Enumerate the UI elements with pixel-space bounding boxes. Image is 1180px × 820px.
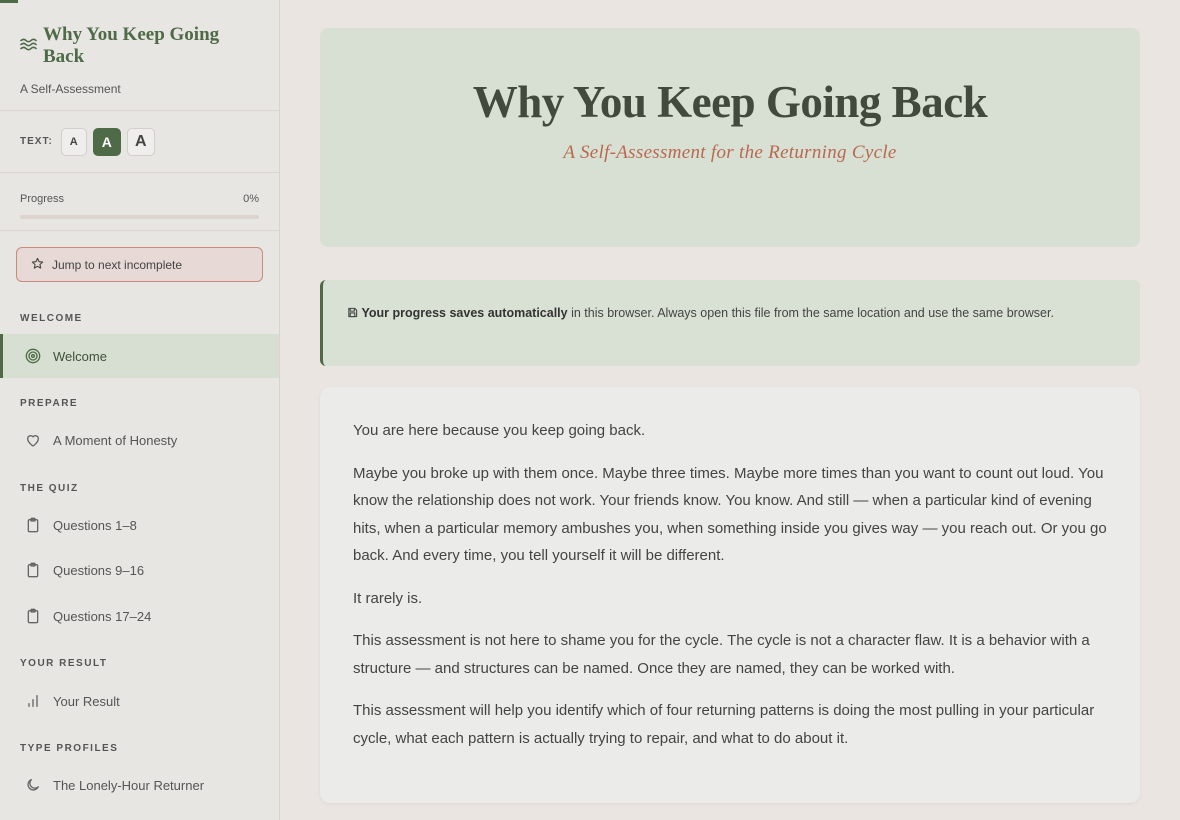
intro-paragraph: This assessment is not here to shame you for the cycle. The cycle is not a character flaw. It is a behavior with a structure — and structures can be named. Once they are named, they can be worked with. [353,632,1090,677]
sidebar-item-welcome[interactable] [0,334,279,378]
clipboard-icon [24,517,41,534]
target-icon [24,348,41,365]
text-size-medium-button[interactable]: A [93,128,121,156]
text-size-control [0,111,279,173]
brand-title-text: Why You Keep Going Back [43,24,220,67]
sidebar-item-label: A Moment of Honesty [53,432,178,448]
sidebar-item-label: Welcome [53,348,107,364]
page-title: Why You Keep Going Back [472,77,988,127]
sidebar-item-questions-17-24[interactable] [0,594,279,638]
save-icon [347,306,361,320]
sidebar-item-lonely-hour-returner[interactable] [0,763,279,807]
top-accent [0,0,18,3]
jump-label: Jump to next incomplete [52,257,183,272]
nav-heading-prepare: PREPARE [20,398,79,409]
intro-paragraph: It rarely is. [353,589,423,607]
text-size-label: TEXT: [20,136,53,147]
intro-paragraph: Maybe you broke up with them once. Maybe three times. Maybe more times than you want to count out loud. You know the relationship does not work. Your friends know. You know. And still — when a particular kind of evening hits, when a particular memory ambushes you, when something inside you gives way — you reach out. Or you go back. And every time, you tell yourself it will be different. [353,464,1107,564]
star-icon [31,257,44,273]
autosave-notice [320,280,1140,366]
heart-icon [24,432,41,449]
sidebar [0,0,280,820]
sidebar-item-your-result[interactable] [0,679,279,723]
sidebar-item-questions-9-16[interactable] [0,548,279,592]
sidebar-item-label: Questions 1–8 [53,517,137,533]
intro-paragraph: This assessment will help you identify which of four returning patterns is doing the most pulling in your particular cycle, what each pattern is actually trying to repair, and what to do about it. [353,702,1095,747]
clipboard-icon [24,562,41,579]
brand-title[interactable] [20,24,259,68]
text-size-small-button[interactable]: A [61,128,87,156]
brand-subtitle: A Self-Assessment [20,82,121,96]
progress-value: 0% [243,193,259,205]
moon-icon [24,777,41,794]
brand [0,0,279,111]
bar-chart-icon [24,693,41,710]
jump-next-incomplete-button[interactable] [16,247,263,282]
sidebar-item-questions-1-8[interactable] [0,503,279,547]
nav-heading-result: YOUR RESULT [20,658,108,669]
sidebar-item-label: Questions 17–24 [53,608,152,624]
notice-text: in this browser. Always open this file from the same location and use the same browser. [567,306,1054,320]
clipboard-icon [24,608,41,625]
progress-label: Progress [20,193,65,205]
progress-section [0,173,279,231]
hero-banner [320,28,1140,247]
sidebar-item-label: The Lonely-Hour Returner [53,777,205,793]
nav-heading-quiz: THE QUIZ [20,483,79,494]
text-size-large-button[interactable]: A [127,128,155,156]
page-subtitle: A Self-Assessment for the Returning Cycle [563,142,897,163]
sidebar-item-moment-of-honesty[interactable] [0,418,279,462]
sidebar-item-label: Questions 9–16 [53,562,145,578]
nav-heading-type-profiles: TYPE PROFILES [20,743,119,754]
intro-card [320,387,1140,803]
intro-paragraph: You are here because you keep going back. [353,422,646,439]
notice-bold-text: Your progress saves automatically [361,306,568,320]
main-content [281,0,1180,820]
progress-bar [20,215,259,219]
sidebar-item-label: Your Result [53,693,120,709]
nav-heading-welcome: WELCOME [20,313,83,324]
waves-icon [20,35,37,57]
